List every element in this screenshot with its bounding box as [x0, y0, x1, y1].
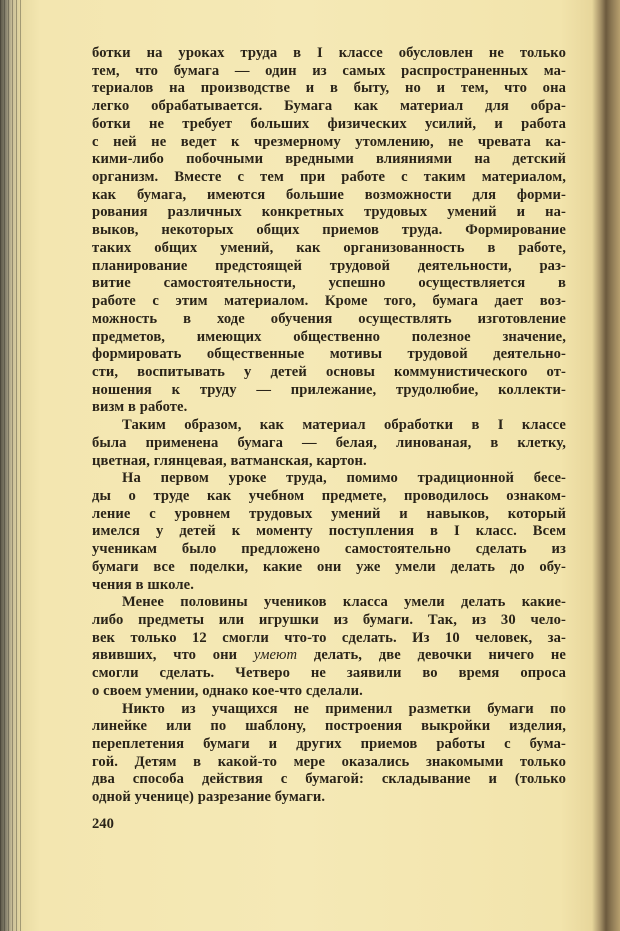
text-line: переплетения бумаги и других приемов работы с бума- [92, 736, 566, 753]
text-line: ды о труде как учебном предмете, проводилось ознаком- [92, 487, 566, 504]
emphasized-word: умеют [253, 647, 298, 664]
text-line: имелся у детей к моменту поступления в I класс. Всем [92, 523, 566, 540]
text-line: цветная, глянцевая, ватманская, картон. [92, 452, 367, 469]
text-line: витие самостоятельности, успешно осуществляется в [92, 275, 566, 292]
text-line: как бумага, имеются большие возможности для форми- [92, 186, 566, 203]
text-line: ношения к труду — прилежание, трудолюбие, коллекти- [92, 381, 566, 398]
text-line: ление с уровнем трудовых умений и навыков, который [92, 505, 566, 522]
text-line: можность в ходе обучения осуществлять изготовление [92, 310, 566, 327]
text-line: организм. Вместе с тем при работе с таким материалом, [92, 169, 566, 186]
text-line: ученикам было предложено самостоятельно сделать из [92, 541, 566, 558]
text-line [92, 647, 566, 665]
text-line: сти, воспитывать у детей основы коммунистического от- [92, 363, 566, 380]
text-line: формировать общественные мотивы трудовой деятельно- [92, 346, 566, 363]
text-line: работе с этим материалом. Кроме того, бумага дает воз- [92, 293, 566, 310]
text-line: Никто из учащихся не применил разметки бумаги по [122, 700, 566, 717]
text-line: Менее половины учеников класса умели делать какие- [122, 594, 566, 611]
text-line: гой. Детям в какой-то мере оказались знакомыми только [92, 753, 566, 770]
page-number: 240 [92, 816, 114, 832]
text-line: выков, некоторых общих приемов труда. Формирование [92, 222, 566, 239]
text-line: век только 12 смогли что-то сделать. Из 10 человек, за- [92, 629, 566, 646]
text-line: тем, что бумага — один из самых распространенных ма- [92, 62, 566, 79]
text-line: одной ученице) разрезание бумаги. [92, 789, 326, 806]
text-line: бумаги все поделки, какие они уже умели делать до обу- [92, 558, 566, 575]
text-line: смогли сделать. Четверо не заявили во время опроса [92, 665, 566, 682]
paragraph [92, 701, 566, 807]
text-line: таких общих умений, как организованность в работе, [92, 239, 566, 256]
text-line: либо предметы или игрушки из бумаги. Так, из 30 чело- [92, 612, 566, 628]
paragraph [92, 470, 566, 594]
text-line: ботки на уроках труда в I классе обусловлен не только [92, 45, 566, 61]
text-line: предметов, имеющих общественно полезное значение, [92, 328, 566, 345]
book-binding-edge [0, 0, 24, 931]
text-line: рования различных конкретных трудовых умений и на- [92, 204, 566, 221]
text-line: визм в работе. [92, 399, 188, 416]
text-line: линейке или по шаблону, построения выкройки изделия, [92, 718, 566, 735]
page-body-text [92, 45, 566, 807]
text-line: два способа действия с бумагой: складывание и (только [92, 771, 566, 788]
text-line: Таким образом, как материал обработки в I классе [122, 417, 566, 434]
text-line: чения в школе. [92, 576, 194, 593]
text-line: была применена бумага — белая, линованая, в клетку, [92, 434, 566, 451]
text-line: кими-либо побочными вредными влияниями на детский [92, 151, 566, 168]
text-line: териалов на производстве и в быту, но и тем, что она [92, 80, 566, 97]
text-line: с ней не ведет к чрезмерному утомлению, не чревата ка- [92, 133, 566, 150]
paragraph [92, 417, 566, 470]
text-line: планирование предстоящей трудовой деятельности, раз- [92, 257, 566, 274]
text-segment: явивших, что они [92, 647, 254, 664]
text-line: На первом уроке труда, помимо традиционной бесе- [122, 470, 566, 487]
text-line: ботки не требует больших физических усилий, и работа [92, 115, 566, 132]
paragraph [92, 45, 566, 417]
text-segment: делать, две девочки ничего не [297, 647, 566, 664]
text-line: о своем умении, однако кое-что сделали. [92, 682, 363, 699]
paragraph [92, 594, 566, 700]
text-line: легко обрабатывается. Бумага как материал для обра- [92, 98, 566, 115]
